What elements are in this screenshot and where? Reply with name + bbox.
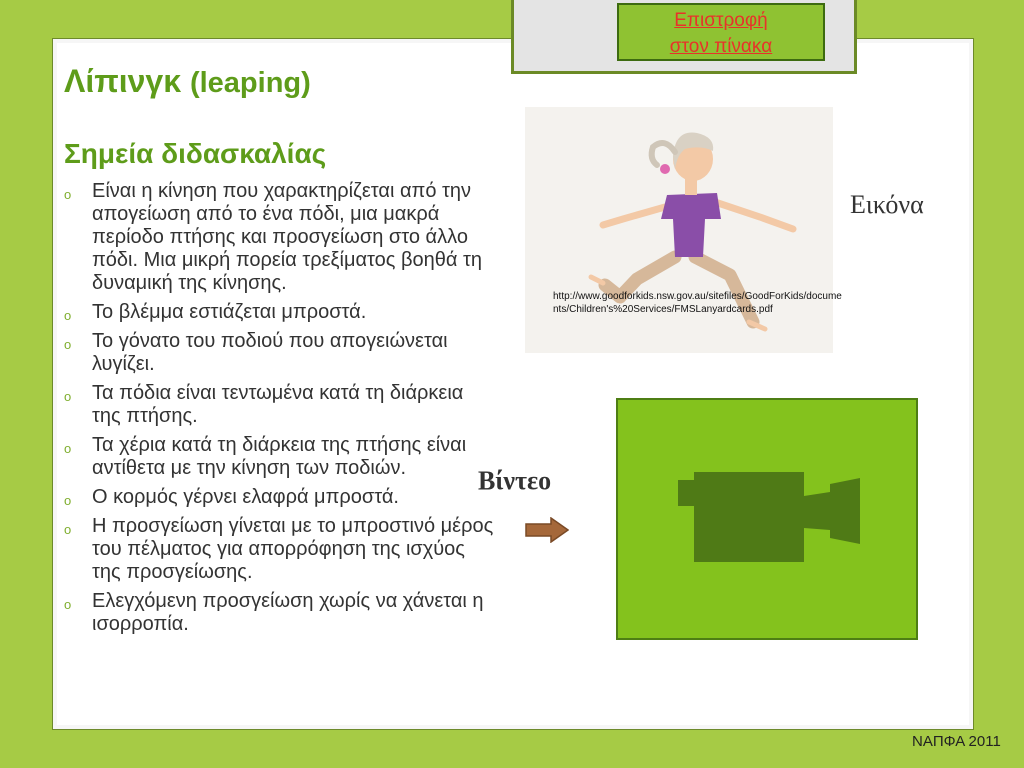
bullet-text: Τα χέρια κατά τη διάρκεια της πτήσης είναι αντίθετα με την κίνηση των ποδιών. bbox=[92, 434, 467, 479]
list-item bbox=[64, 180, 494, 295]
bullet-marker: o bbox=[64, 308, 72, 323]
title-main: Λίπινγκ bbox=[64, 63, 182, 99]
teaching-points-list bbox=[64, 180, 494, 642]
title-latin: (leaping) bbox=[189, 67, 311, 99]
subtitle: Σημεία διδασκαλίας bbox=[64, 138, 327, 169]
list-item bbox=[64, 590, 494, 636]
bullet-text: Ο κορμός γέρνει ελαφρά μπροστά. bbox=[92, 486, 399, 508]
bullet-marker: o bbox=[64, 187, 72, 202]
bullet-marker: o bbox=[64, 441, 72, 456]
video-player[interactable] bbox=[616, 398, 918, 640]
bullet-marker: o bbox=[64, 493, 72, 508]
bullet-text: Είναι η κίνηση που χαρακτηρίζεται από την απογείωση από το ένα πόδι, μια μακρά περίοδο πτήσης και προσγείωση στο άλλο πόδι. Μια μικρή πορεία τρεξίματος βοηθά τη δυναμική της κίνησης. bbox=[92, 180, 482, 294]
back-to-board-button[interactable] bbox=[617, 3, 825, 61]
list-item bbox=[64, 301, 494, 324]
video-label: Βίντεο bbox=[478, 466, 552, 495]
bullet-text: Η προσγείωση γίνεται με το μπροστινό μέρος του πέλματος για απορρόφηση της ισχύος της προσγείωσης. bbox=[92, 515, 494, 583]
bullet-text: Το βλέμμα εστιάζεται μπροστά. bbox=[92, 301, 367, 323]
bullet-text: Ελεγχόμενη προσγείωση χωρίς να χάνεται η ισορροπία. bbox=[92, 590, 484, 635]
bullet-marker: o bbox=[64, 389, 72, 404]
bullet-marker: o bbox=[64, 597, 72, 612]
back-label-line1[interactable]: Επιστροφή bbox=[674, 10, 768, 31]
leaping-child-illustration bbox=[525, 107, 833, 353]
list-item bbox=[64, 382, 494, 428]
bullet-marker: o bbox=[64, 522, 72, 537]
bullet-text: Τα πόδια είναι τεντωμένα κατά τη διάρκεια της πτήσης. bbox=[92, 382, 464, 427]
back-label-line2[interactable]: στον πίνακα bbox=[669, 36, 773, 57]
right-arrow-icon[interactable] bbox=[525, 517, 569, 543]
video-camera-icon bbox=[676, 470, 862, 566]
page-title bbox=[64, 63, 311, 100]
image-source-url: http://www.goodforkids.nsw.gov.au/sitefiles/GoodForKids/documents/Children's%20Services/FMSLanyardcards.pdf bbox=[553, 291, 842, 315]
list-item bbox=[64, 486, 494, 509]
list-item bbox=[64, 515, 494, 584]
bullet-marker: o bbox=[64, 337, 72, 352]
image-label: Εικόνα bbox=[850, 190, 924, 219]
list-item bbox=[64, 434, 494, 480]
bullet-text: Το γόνατο του ποδιού που απογειώνεται λυγίζει. bbox=[92, 330, 448, 375]
footer-text: ΝΑΠΦΑ 2011 bbox=[912, 733, 1001, 750]
list-item bbox=[64, 330, 494, 376]
